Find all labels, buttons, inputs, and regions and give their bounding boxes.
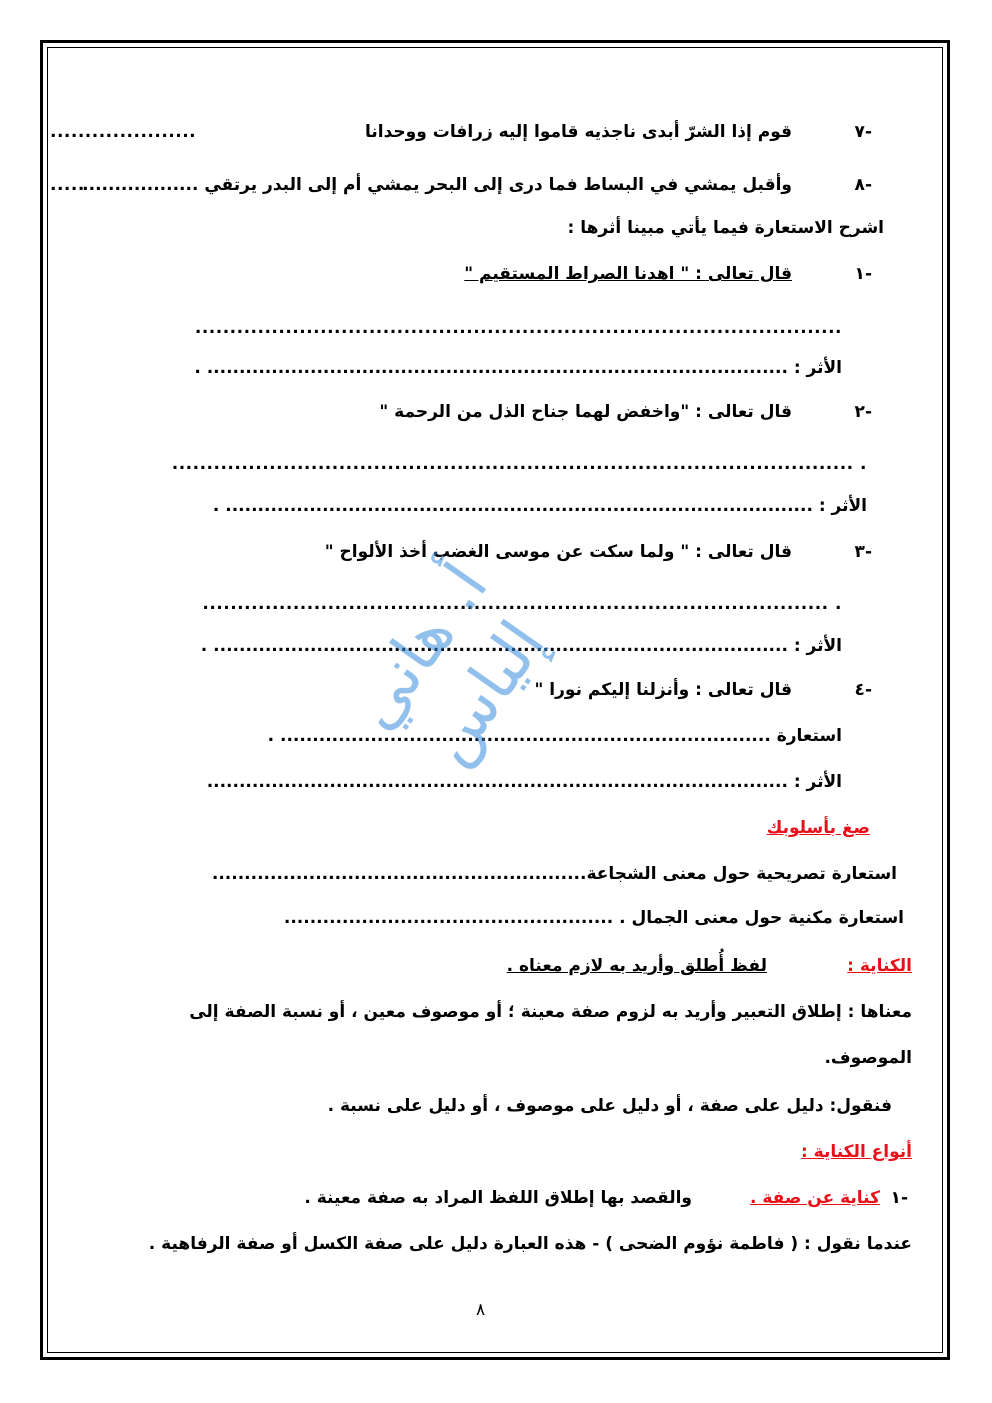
question-number-2: -٢ — [854, 402, 872, 422]
watermark: أ. هاني إلياس — [337, 550, 560, 778]
compose-2: استعارة مكنية حول معنى الجمال . ................................................... — [283, 908, 904, 928]
question-4: قال تعالى : وأنزلنا إليكم نورا " — [534, 680, 792, 700]
metaphor-4-line: استعارة ............................................................................ . — [267, 726, 842, 746]
question-number-3: -٣ — [854, 542, 872, 562]
explain-instruction: اشرح الاستعارة فيما يأتي مبينا أثرها : — [567, 218, 884, 238]
meaning-line-1: معناها : إطلاق التعبير وأريد به لزوم صفة معينة ؛ أو موصوف معين ، أو نسبة الصفة إلى — [189, 1002, 912, 1022]
type-number-1: -١ — [890, 1188, 908, 1208]
compose-title: صغ بأسلوبك — [766, 818, 870, 838]
question-2: قال تعالى : "واخفض لهما جناح الذل من الرحمة " — [379, 402, 792, 422]
answer-2-line: . .................................................................................................. — [171, 454, 867, 474]
verse-8-dots: ..... — [50, 175, 85, 195]
effect-3-line: الأثر : ......................................................................................... . — [200, 636, 842, 656]
answer-1-line: ............................................................................................. — [194, 318, 842, 338]
verse-7: قوم إذا الشرّ أبدى ناجذيه قاموا إليه زرافات ووحدانا — [365, 122, 792, 142]
question-1: قال تعالى : " اهدنا الصراط المستقيم " — [464, 264, 792, 284]
item-number-8: -٨ — [854, 175, 872, 195]
verse-7-dots: ..................... — [50, 122, 197, 142]
kinaya-label: الكناية : — [847, 956, 912, 976]
type-1-label: كناية عن صفة . — [750, 1188, 880, 1208]
compose-1: استعارة تصريحية حول معنى الشجاعة.......................................................... — [211, 864, 897, 884]
page-number: ٨ — [476, 1300, 486, 1320]
effect-1-line: الأثر : .......................................................................................... . — [194, 358, 842, 378]
we-say-line: فنقول: دليل على صفة ، أو دليل على موصوف ، أو دليل على نسبة . — [327, 1096, 892, 1116]
question-number-1: -١ — [854, 264, 872, 284]
answer-3-line: . .......................................................................................... — [202, 594, 842, 614]
question-number-4: -٤ — [854, 680, 872, 700]
effect-2-line: الأثر : ........................................................................................... . — [212, 496, 867, 516]
types-title: أنواع الكناية : — [800, 1142, 912, 1162]
meaning-line-2: الموصوف. — [824, 1048, 912, 1068]
type-1-definition: والقصد بها إطلاق اللفظ المراد به صفة معينة . — [304, 1188, 692, 1208]
question-3: قال تعالى : " ولما سكت عن موسى الغضب أخذ الألواح " — [324, 542, 792, 562]
item-number-7: -٧ — [854, 122, 872, 142]
verse-8: وأقبل يمشي في البساط فما درى إلى البحر يمشي أم إلى البدر يرتقي .................. — [82, 175, 792, 195]
kinaya-definition: لفظ أُطلق وأريد به لازم معناه . — [506, 956, 767, 976]
example-line: عندما نقول : ( فاطمة نؤوم الضحى ) - هذه العبارة دليل على صفة الكسل أو صفة الرفاهية . — [148, 1234, 912, 1254]
effect-4-line: الأثر : .......................................................................................... — [206, 772, 842, 792]
